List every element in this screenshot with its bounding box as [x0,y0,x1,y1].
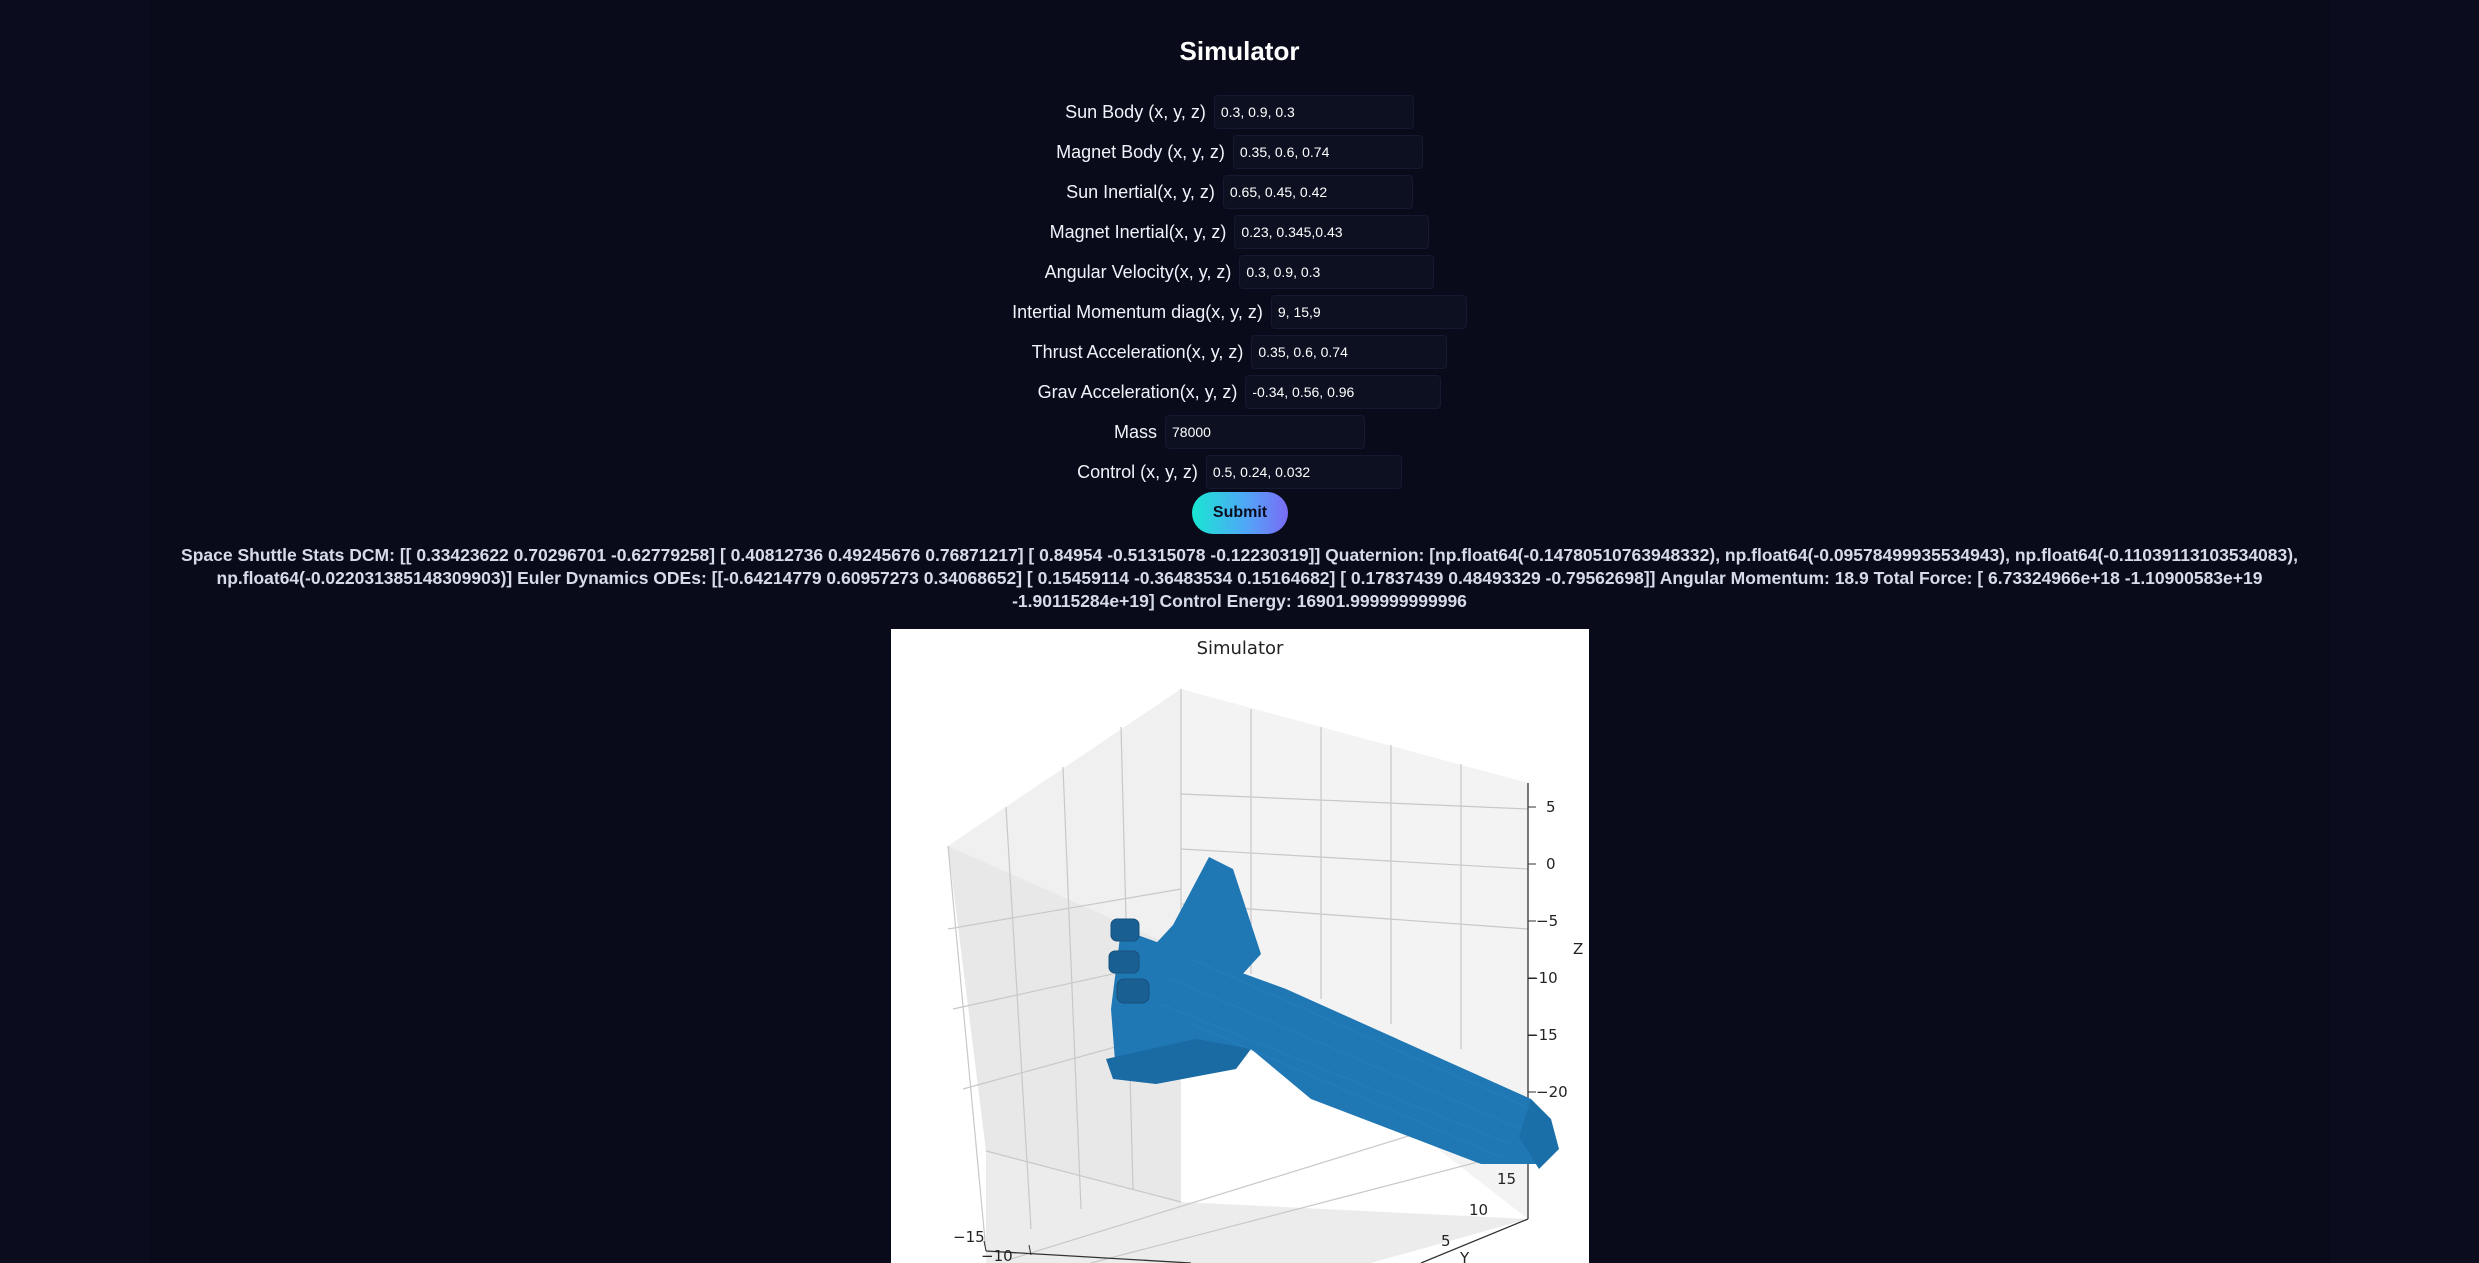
field-mass [0,412,2479,452]
inertial-momentum-input[interactable] [1271,295,1467,329]
field-label: Control (x, y, z) [1077,461,1198,482]
thrust-acceleration-input[interactable] [1251,335,1447,369]
plot-title: Simulator [1196,638,1284,659]
magnet-inertial-input[interactable] [1234,215,1429,249]
x-tick-label: −10 [981,1247,1013,1263]
y-axis-label: Y [1460,1249,1470,1263]
page-title: Simulator [1179,36,1300,66]
sun-body-input[interactable] [1214,95,1414,129]
field-magnet-body [0,132,2479,172]
field-label: Sun Body (x, y, z) [1065,101,1206,122]
z-tick-label: 5 [1546,798,1556,816]
z-tick-label: −5 [1536,912,1559,930]
simulator-plot [891,629,1589,1263]
mass-input[interactable] [1165,415,1365,449]
z-tick-label: −20 [1536,1083,1568,1101]
field-inertial-momentum [0,292,2479,332]
field-control [0,452,2479,492]
control-input[interactable] [1206,455,1402,489]
z-tick-label: −10 [1526,969,1558,987]
z-tick-marks [1528,807,1536,1092]
field-label: Grav Acceleration(x, y, z) [1037,381,1238,402]
field-label: Mass [1113,421,1157,442]
engine-nozzle [1109,951,1139,973]
field-angular-velocity [0,252,2479,292]
field-label: Sun Inertial(x, y, z) [1066,181,1215,202]
field-thrust-acceleration [0,332,2479,372]
field-label: Magnet Body (x, y, z) [1056,141,1225,162]
field-magnet-inertial [0,212,2479,252]
y-tick-label: 5 [1441,1232,1451,1250]
plot-canvas [891,629,1589,1263]
field-sun-body [0,92,2479,132]
submit-button[interactable]: Submit [1192,492,1288,534]
z-tick-label: −15 [1526,1026,1558,1044]
angular-velocity-input[interactable] [1239,255,1434,289]
y-tick-label: 10 [1469,1201,1489,1219]
field-grav-acceleration [0,372,2479,412]
field-label: Magnet Inertial(x, y, z) [1049,221,1227,242]
z-axis-label: Z [1573,940,1584,958]
y-tick-label: 15 [1497,1170,1517,1188]
field-label: Intertial Momentum diag(x, y, z) [1012,301,1263,322]
field-label: Thrust Acceleration(x, y, z) [1031,341,1244,362]
magnet-body-input[interactable] [1233,135,1423,169]
grav-acceleration-input[interactable] [1245,375,1441,409]
field-sun-inertial [0,172,2479,212]
engine-nozzle [1117,979,1149,1003]
parameter-form [0,92,2479,492]
shuttle-stats-text: Space Shuttle Stats DCM: [[ 0.33423622 0.70296701 -0.62779258] [ 0.40812736 0.49245676 0.76871217] [ 0.84954 -0.51315078 -0.12230319]] Quaternion: [np.float64(-0.14780510763948332), np.float64(-0.09578499935534943), np.float64(-0.11039113103534083), np.float64(-0.022031385148309903)] Euler Dynamics ODEs: [[-0.64214779 0.60957273 0.34068652] [ 0.15459114 -0.36483534 0.15164682] [ 0.17837439 0.48493329 -0.79562698]] Angular Momentum: 18.9 Total Force: [ 6.73324966e+18 -1.10900583e+19 -1.90115284e+19] Control Energy: 16901.999999999996 [181,545,2298,611]
z-tick-label: 0 [1546,855,1556,873]
field-label: Angular Velocity(x, y, z) [1044,261,1232,282]
x-tick-label: −15 [953,1228,985,1246]
engine-nozzle [1111,919,1139,941]
sun-inertial-input[interactable] [1223,175,1413,209]
z-tick-labels [1526,798,1568,1101]
